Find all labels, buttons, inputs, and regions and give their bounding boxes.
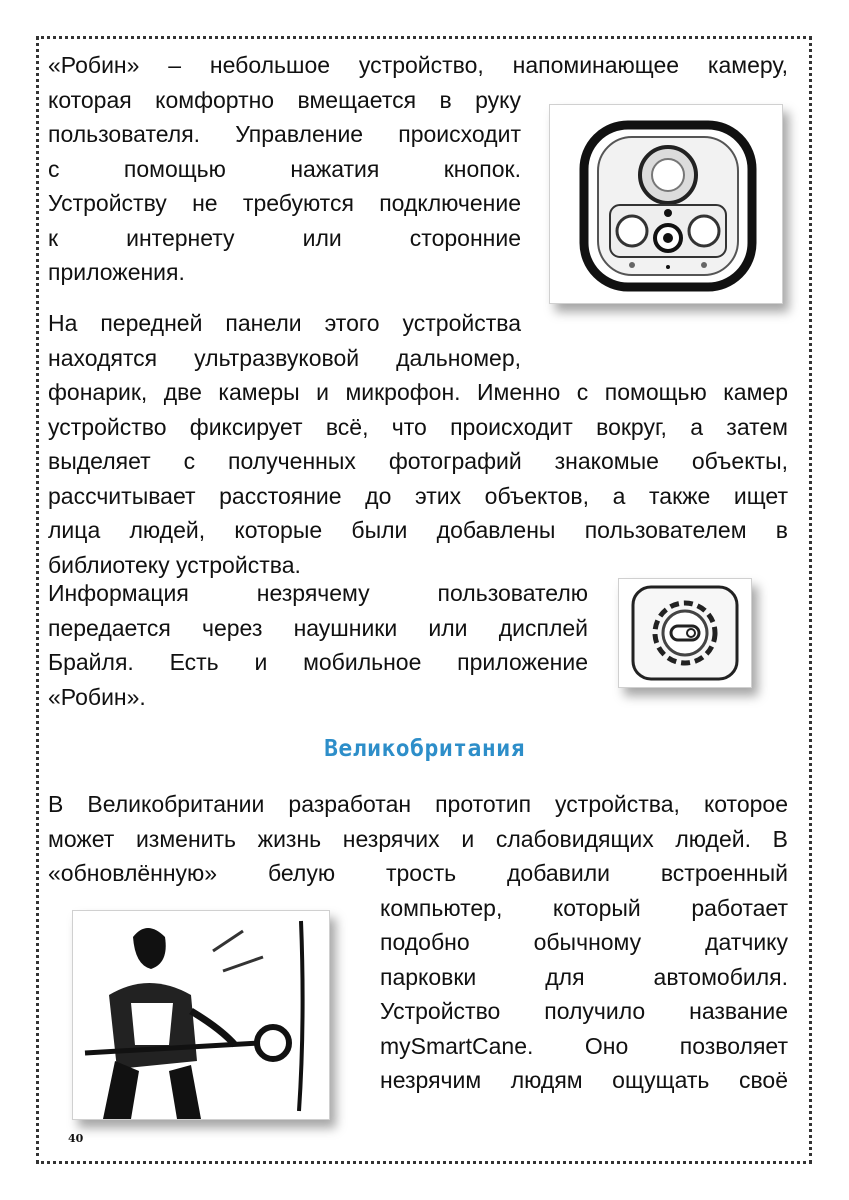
text-line: библиотеку устройства.	[48, 551, 301, 578]
text-line: В Великобритании разработан прототип устройства, которое	[48, 791, 788, 817]
text-line: незрячим людям ощущать своё	[380, 1067, 788, 1093]
text-line: «Робин» – небольшое устройство, напоминающее камеру,	[48, 52, 788, 78]
text-line: компьютер, который работает	[380, 894, 788, 921]
text-line: пользователя. Управление происходит	[48, 121, 521, 147]
text-line: с помощью нажатия кнопок.	[48, 155, 521, 182]
text-line: рассчитывает расстояние до этих объектов, а также ищет	[48, 482, 788, 509]
text-line: лица людей, которые были добавлены пользователем в	[48, 517, 788, 543]
text-line: парковки для автомобиля.	[380, 963, 788, 990]
section-heading: Великобритания	[324, 736, 525, 762]
text-line: устройство фиксирует всё, что происходит вокруг, а затем	[48, 413, 788, 440]
text-line: приложения.	[48, 259, 185, 285]
page-number: 40	[68, 1132, 84, 1145]
smart-cane-photo	[72, 910, 330, 1120]
text-line: Устройство получило название	[380, 998, 788, 1024]
text-line: которая комфортно вмещается в руку	[48, 86, 521, 113]
text-line: «Робин».	[48, 683, 146, 710]
text-line: к интернету или сторонние	[48, 224, 521, 251]
text-line: подобно обычному датчику	[380, 929, 788, 955]
robin-app-icon-image	[618, 578, 752, 688]
text-line: выделяет с полученных фотографий знакомые объекты,	[48, 448, 788, 474]
text-line: «обновлённую» белую трость добавили встроенный	[48, 860, 788, 886]
text-line: На передней панели этого устройства	[48, 310, 521, 336]
text-line: Информация незрячему пользователю	[48, 580, 588, 606]
text-line: Устройству не требуются подключение	[48, 190, 521, 216]
text-line: передается через наушники или дисплей	[48, 614, 588, 641]
text-line: Брайля. Есть и мобильное приложение	[48, 649, 588, 675]
text-line: находятся ультразвуковой дальномер,	[48, 344, 521, 371]
text-line: может изменить жизнь незрячих и слабовидящих людей. В	[48, 825, 788, 852]
text-line: фонарик, две камеры и микрофон. Именно с помощью камер	[48, 379, 788, 405]
text-line: mySmartCane. Оно позволяет	[380, 1032, 788, 1059]
robin-device-image	[549, 104, 783, 304]
